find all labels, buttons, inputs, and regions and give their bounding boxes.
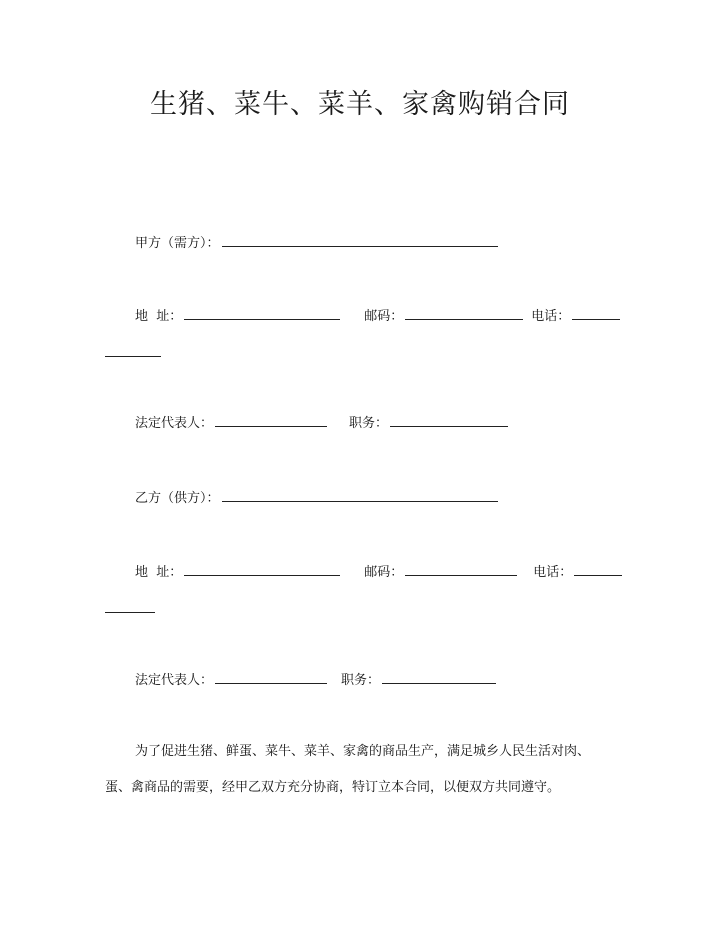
- party-a-phone-field-cont[interactable]: [105, 344, 161, 357]
- party-a-position-field[interactable]: [390, 414, 508, 427]
- preamble-line-2: 蛋、禽商品的需要，经甲乙双方充分协商，特订立本合同，以便双方共同遵守。: [105, 780, 561, 795]
- party-a-postcode-label: 邮码：: [364, 309, 404, 324]
- party-b-address-row: [135, 563, 622, 581]
- party-b-phone-field-cont[interactable]: [105, 600, 155, 613]
- party-b-position-field[interactable]: [382, 671, 496, 684]
- party-a-name-field[interactable]: [222, 234, 498, 247]
- party-b-legal-rep-field[interactable]: [215, 671, 327, 684]
- party-b-row: [135, 489, 498, 507]
- party-b-label: 乙方（供方）：: [135, 491, 220, 506]
- party-a-address-field[interactable]: [184, 307, 340, 320]
- party-b-postcode-label: 邮码：: [364, 565, 404, 580]
- party-a-phone-field[interactable]: [572, 307, 620, 320]
- party-a-address-row: [135, 307, 620, 325]
- party-a-postcode-field[interactable]: [405, 307, 523, 320]
- party-b-address-label: 地 址：: [135, 565, 183, 580]
- party-b-phone-label: 电话：: [533, 565, 573, 580]
- party-b-address-field[interactable]: [184, 563, 340, 576]
- party-b-phone-field[interactable]: [574, 563, 622, 576]
- party-a-phone-label: 电话：: [531, 309, 571, 324]
- document-title: 生猪、菜牛、菜羊、家禽购销合同: [150, 89, 570, 120]
- party-a-phone-continuation: [105, 344, 161, 362]
- party-a-position-label: 职务：: [349, 416, 389, 431]
- party-a-address-label: 地 址：: [135, 309, 183, 324]
- party-a-row: [135, 234, 498, 252]
- party-a-legal-rep-label: 法定代表人：: [135, 416, 214, 431]
- party-b-name-field[interactable]: [222, 489, 498, 502]
- party-a-legal-rep-row: [135, 414, 508, 432]
- party-b-legal-rep-label: 法定代表人：: [135, 673, 214, 688]
- preamble-line-1: 为了促进生猪、鲜蛋、菜牛、菜羊、家禽的商品生产，满足城乡人民生活对肉、: [135, 744, 591, 759]
- party-b-postcode-field[interactable]: [405, 563, 517, 576]
- party-b-phone-continuation: [105, 600, 155, 618]
- party-b-legal-rep-row: [135, 671, 496, 689]
- party-a-label: 甲方（需方）：: [135, 236, 220, 251]
- party-a-legal-rep-field[interactable]: [215, 414, 327, 427]
- party-b-position-label: 职务：: [341, 673, 381, 688]
